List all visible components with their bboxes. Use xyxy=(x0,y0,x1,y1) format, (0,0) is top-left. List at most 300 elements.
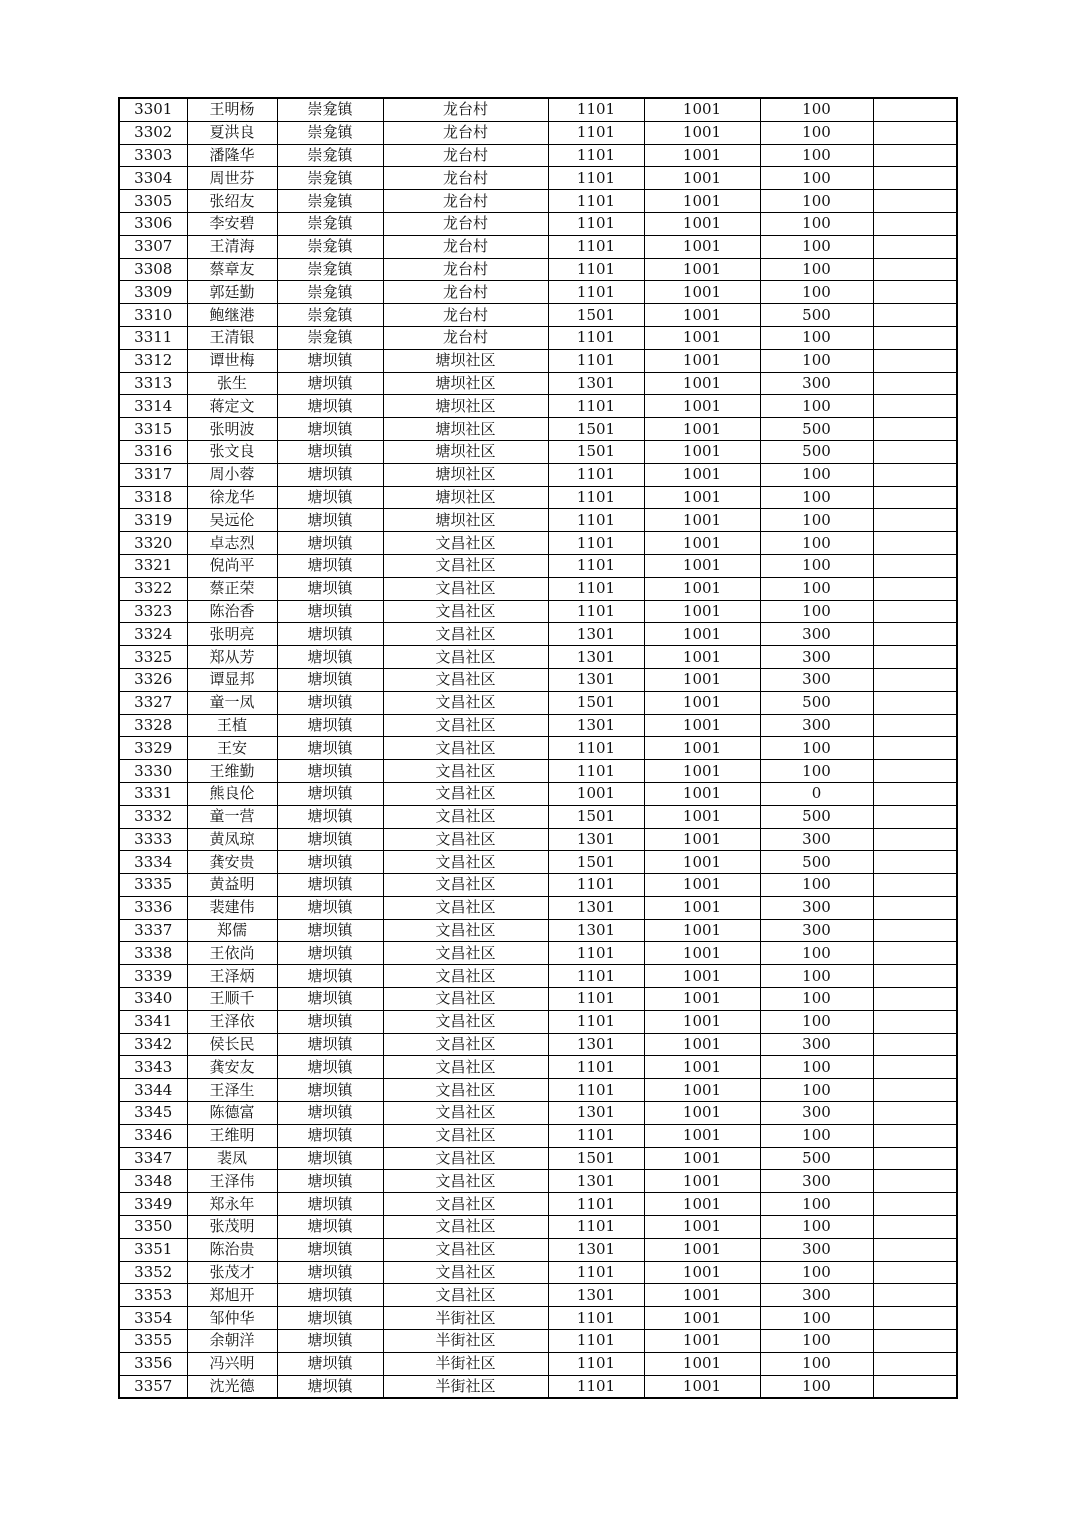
cell-name: 王泽炳 xyxy=(187,965,277,988)
cell-name: 邹仲华 xyxy=(187,1307,277,1330)
table-row xyxy=(119,395,957,418)
cell-remark xyxy=(873,1352,957,1375)
cell-name: 沈光德 xyxy=(187,1375,277,1398)
cell-code-b: 1001 xyxy=(644,190,760,213)
cell-town: 塘坝镇 xyxy=(277,646,383,669)
cell-village: 塘坝社区 xyxy=(383,372,548,395)
table-row xyxy=(119,760,957,783)
cell-amount: 100 xyxy=(760,509,873,532)
cell-code-a: 1101 xyxy=(548,281,644,304)
table-row xyxy=(119,1284,957,1307)
cell-amount: 100 xyxy=(760,874,873,897)
cell-remark xyxy=(873,144,957,167)
cell-remark xyxy=(873,304,957,327)
cell-village: 文昌社区 xyxy=(383,942,548,965)
cell-remark xyxy=(873,646,957,669)
cell-serial-number: 3309 xyxy=(119,281,187,304)
cell-code-a: 1101 xyxy=(548,395,644,418)
cell-serial-number: 3301 xyxy=(119,98,187,121)
table-row xyxy=(119,805,957,828)
cell-town: 塘坝镇 xyxy=(277,1079,383,1102)
cell-name: 郑儒 xyxy=(187,919,277,942)
cell-serial-number: 3323 xyxy=(119,600,187,623)
cell-remark xyxy=(873,623,957,646)
cell-serial-number: 3310 xyxy=(119,304,187,327)
cell-remark xyxy=(873,121,957,144)
cell-town: 塘坝镇 xyxy=(277,874,383,897)
cell-serial-number: 3307 xyxy=(119,235,187,258)
cell-amount: 100 xyxy=(760,1010,873,1033)
table-row xyxy=(119,1193,957,1216)
cell-town: 塘坝镇 xyxy=(277,532,383,555)
cell-name: 王清海 xyxy=(187,235,277,258)
cell-code-b: 1001 xyxy=(644,942,760,965)
cell-amount: 100 xyxy=(760,190,873,213)
table-row xyxy=(119,418,957,441)
cell-village: 龙台村 xyxy=(383,326,548,349)
cell-remark xyxy=(873,1193,957,1216)
cell-serial-number: 3338 xyxy=(119,942,187,965)
cell-code-a: 1101 xyxy=(548,737,644,760)
cell-code-b: 1001 xyxy=(644,1375,760,1398)
cell-code-a: 1101 xyxy=(548,988,644,1011)
table-row xyxy=(119,326,957,349)
cell-code-b: 1001 xyxy=(644,1079,760,1102)
cell-remark xyxy=(873,1216,957,1239)
cell-village: 文昌社区 xyxy=(383,760,548,783)
cell-name: 王清银 xyxy=(187,326,277,349)
table-row xyxy=(119,646,957,669)
cell-name: 张明亮 xyxy=(187,623,277,646)
table-row xyxy=(119,486,957,509)
cell-amount: 100 xyxy=(760,144,873,167)
cell-name: 倪尚平 xyxy=(187,554,277,577)
cell-remark xyxy=(873,326,957,349)
cell-amount: 100 xyxy=(760,1124,873,1147)
cell-amount: 500 xyxy=(760,1147,873,1170)
cell-amount: 100 xyxy=(760,235,873,258)
cell-code-b: 1001 xyxy=(644,782,760,805)
table-row xyxy=(119,965,957,988)
cell-code-b: 1001 xyxy=(644,532,760,555)
cell-name: 王顺千 xyxy=(187,988,277,1011)
cell-serial-number: 3330 xyxy=(119,760,187,783)
cell-code-a: 1301 xyxy=(548,1170,644,1193)
cell-name: 蔡章友 xyxy=(187,258,277,281)
cell-town: 崇龛镇 xyxy=(277,304,383,327)
cell-code-a: 1101 xyxy=(548,965,644,988)
cell-code-b: 1001 xyxy=(644,691,760,714)
cell-town: 崇龛镇 xyxy=(277,190,383,213)
cell-serial-number: 3304 xyxy=(119,167,187,190)
cell-serial-number: 3329 xyxy=(119,737,187,760)
cell-serial-number: 3313 xyxy=(119,372,187,395)
cell-village: 龙台村 xyxy=(383,167,548,190)
cell-amount: 100 xyxy=(760,349,873,372)
table-row xyxy=(119,1261,957,1284)
cell-town: 塘坝镇 xyxy=(277,1352,383,1375)
cell-code-a: 1101 xyxy=(548,1124,644,1147)
cell-code-a: 1101 xyxy=(548,1330,644,1353)
cell-code-a: 1101 xyxy=(548,349,644,372)
table-row xyxy=(119,828,957,851)
cell-code-b: 1001 xyxy=(644,737,760,760)
cell-serial-number: 3333 xyxy=(119,828,187,851)
cell-village: 龙台村 xyxy=(383,281,548,304)
table-row xyxy=(119,144,957,167)
cell-amount: 300 xyxy=(760,1238,873,1261)
cell-code-b: 1001 xyxy=(644,1216,760,1239)
table-row xyxy=(119,1307,957,1330)
cell-code-a: 1101 xyxy=(548,463,644,486)
cell-remark xyxy=(873,1102,957,1125)
cell-town: 塘坝镇 xyxy=(277,760,383,783)
cell-remark xyxy=(873,1056,957,1079)
cell-amount: 500 xyxy=(760,691,873,714)
cell-village: 文昌社区 xyxy=(383,1238,548,1261)
table-row xyxy=(119,554,957,577)
cell-town: 塘坝镇 xyxy=(277,600,383,623)
cell-amount: 500 xyxy=(760,304,873,327)
cell-serial-number: 3357 xyxy=(119,1375,187,1398)
cell-village: 塘坝社区 xyxy=(383,395,548,418)
cell-amount: 300 xyxy=(760,668,873,691)
cell-remark xyxy=(873,1307,957,1330)
cell-code-b: 1001 xyxy=(644,1238,760,1261)
cell-name: 王明杨 xyxy=(187,98,277,121)
cell-amount: 100 xyxy=(760,167,873,190)
cell-serial-number: 3317 xyxy=(119,463,187,486)
cell-serial-number: 3306 xyxy=(119,212,187,235)
cell-code-a: 1101 xyxy=(548,190,644,213)
cell-village: 文昌社区 xyxy=(383,896,548,919)
table-row xyxy=(119,1352,957,1375)
cell-village: 龙台村 xyxy=(383,190,548,213)
cell-remark xyxy=(873,874,957,897)
cell-village: 塘坝社区 xyxy=(383,486,548,509)
cell-amount: 300 xyxy=(760,1284,873,1307)
cell-village: 龙台村 xyxy=(383,212,548,235)
cell-code-a: 1101 xyxy=(548,258,644,281)
cell-serial-number: 3318 xyxy=(119,486,187,509)
table-row xyxy=(119,714,957,737)
table-row xyxy=(119,1375,957,1398)
cell-amount: 100 xyxy=(760,532,873,555)
cell-village: 文昌社区 xyxy=(383,554,548,577)
cell-serial-number: 3334 xyxy=(119,851,187,874)
cell-code-b: 1001 xyxy=(644,874,760,897)
cell-remark xyxy=(873,1284,957,1307)
cell-name: 张生 xyxy=(187,372,277,395)
cell-code-a: 1301 xyxy=(548,1238,644,1261)
cell-town: 塘坝镇 xyxy=(277,418,383,441)
cell-remark xyxy=(873,395,957,418)
cell-village: 文昌社区 xyxy=(383,668,548,691)
cell-village: 文昌社区 xyxy=(383,1010,548,1033)
cell-village: 文昌社区 xyxy=(383,1216,548,1239)
cell-village: 文昌社区 xyxy=(383,1170,548,1193)
cell-remark xyxy=(873,235,957,258)
cell-remark xyxy=(873,509,957,532)
cell-remark xyxy=(873,258,957,281)
cell-amount: 100 xyxy=(760,1261,873,1284)
cell-amount: 300 xyxy=(760,623,873,646)
cell-code-a: 1301 xyxy=(548,668,644,691)
cell-amount: 0 xyxy=(760,782,873,805)
table-row xyxy=(119,212,957,235)
cell-serial-number: 3327 xyxy=(119,691,187,714)
cell-remark xyxy=(873,190,957,213)
cell-village: 龙台村 xyxy=(383,121,548,144)
cell-remark xyxy=(873,577,957,600)
cell-village: 文昌社区 xyxy=(383,1056,548,1079)
cell-amount: 100 xyxy=(760,395,873,418)
cell-code-b: 1001 xyxy=(644,1307,760,1330)
cell-village: 文昌社区 xyxy=(383,1193,548,1216)
cell-serial-number: 3337 xyxy=(119,919,187,942)
cell-name: 张文良 xyxy=(187,440,277,463)
cell-village: 文昌社区 xyxy=(383,1033,548,1056)
cell-code-a: 1101 xyxy=(548,167,644,190)
cell-name: 张明波 xyxy=(187,418,277,441)
cell-serial-number: 3314 xyxy=(119,395,187,418)
cell-town: 塘坝镇 xyxy=(277,463,383,486)
cell-serial-number: 3351 xyxy=(119,1238,187,1261)
cell-amount: 500 xyxy=(760,440,873,463)
cell-village: 文昌社区 xyxy=(383,1147,548,1170)
cell-code-a: 1501 xyxy=(548,691,644,714)
cell-remark xyxy=(873,828,957,851)
cell-code-b: 1001 xyxy=(644,304,760,327)
cell-code-b: 1001 xyxy=(644,1033,760,1056)
cell-remark xyxy=(873,1010,957,1033)
cell-name: 王依尚 xyxy=(187,942,277,965)
cell-serial-number: 3321 xyxy=(119,554,187,577)
cell-village: 半街社区 xyxy=(383,1352,548,1375)
cell-village: 文昌社区 xyxy=(383,782,548,805)
cell-town: 塘坝镇 xyxy=(277,349,383,372)
cell-town: 塘坝镇 xyxy=(277,919,383,942)
cell-code-b: 1001 xyxy=(644,258,760,281)
cell-village: 龙台村 xyxy=(383,258,548,281)
table-row xyxy=(119,98,957,121)
cell-name: 余朝洋 xyxy=(187,1330,277,1353)
cell-name: 张茂才 xyxy=(187,1261,277,1284)
cell-remark xyxy=(873,532,957,555)
cell-remark xyxy=(873,691,957,714)
cell-town: 崇龛镇 xyxy=(277,258,383,281)
cell-serial-number: 3316 xyxy=(119,440,187,463)
cell-serial-number: 3303 xyxy=(119,144,187,167)
cell-code-b: 1001 xyxy=(644,372,760,395)
cell-town: 塘坝镇 xyxy=(277,1056,383,1079)
cell-code-a: 1101 xyxy=(548,600,644,623)
cell-remark xyxy=(873,554,957,577)
table-row xyxy=(119,896,957,919)
cell-amount: 100 xyxy=(760,98,873,121)
cell-code-b: 1001 xyxy=(644,1124,760,1147)
table-row xyxy=(119,349,957,372)
cell-village: 文昌社区 xyxy=(383,1284,548,1307)
cell-town: 塘坝镇 xyxy=(277,714,383,737)
cell-name: 潘隆华 xyxy=(187,144,277,167)
cell-code-b: 1001 xyxy=(644,235,760,258)
cell-remark xyxy=(873,418,957,441)
cell-code-b: 1001 xyxy=(644,395,760,418)
cell-remark xyxy=(873,668,957,691)
cell-name: 李安碧 xyxy=(187,212,277,235)
cell-code-a: 1101 xyxy=(548,1010,644,1033)
cell-code-b: 1001 xyxy=(644,326,760,349)
cell-code-b: 1001 xyxy=(644,212,760,235)
cell-code-a: 1501 xyxy=(548,851,644,874)
cell-town: 塘坝镇 xyxy=(277,1330,383,1353)
cell-village: 文昌社区 xyxy=(383,737,548,760)
cell-code-a: 1101 xyxy=(548,509,644,532)
cell-code-a: 1101 xyxy=(548,1307,644,1330)
cell-village: 文昌社区 xyxy=(383,965,548,988)
table-row xyxy=(119,668,957,691)
cell-village: 塘坝社区 xyxy=(383,463,548,486)
cell-amount: 300 xyxy=(760,828,873,851)
cell-code-b: 1001 xyxy=(644,919,760,942)
cell-code-a: 1501 xyxy=(548,440,644,463)
cell-amount: 100 xyxy=(760,1216,873,1239)
cell-code-a: 1101 xyxy=(548,1216,644,1239)
cell-code-a: 1101 xyxy=(548,212,644,235)
cell-serial-number: 3308 xyxy=(119,258,187,281)
cell-remark xyxy=(873,349,957,372)
cell-name: 龚安友 xyxy=(187,1056,277,1079)
cell-remark xyxy=(873,212,957,235)
cell-code-a: 1301 xyxy=(548,372,644,395)
cell-code-a: 1301 xyxy=(548,896,644,919)
cell-name: 陈德富 xyxy=(187,1102,277,1125)
cell-town: 崇龛镇 xyxy=(277,281,383,304)
cell-amount: 100 xyxy=(760,281,873,304)
cell-name: 卓志烈 xyxy=(187,532,277,555)
cell-serial-number: 3328 xyxy=(119,714,187,737)
table-row xyxy=(119,372,957,395)
cell-name: 王维勤 xyxy=(187,760,277,783)
cell-town: 崇龛镇 xyxy=(277,235,383,258)
cell-village: 半街社区 xyxy=(383,1330,548,1353)
cell-village: 文昌社区 xyxy=(383,828,548,851)
table-row xyxy=(119,1216,957,1239)
cell-name: 裴建伟 xyxy=(187,896,277,919)
cell-remark xyxy=(873,737,957,760)
cell-serial-number: 3326 xyxy=(119,668,187,691)
table-row xyxy=(119,691,957,714)
cell-town: 塘坝镇 xyxy=(277,805,383,828)
cell-code-a: 1101 xyxy=(548,121,644,144)
cell-name: 徐龙华 xyxy=(187,486,277,509)
cell-village: 龙台村 xyxy=(383,98,548,121)
table-row xyxy=(119,1330,957,1353)
cell-serial-number: 3302 xyxy=(119,121,187,144)
cell-code-a: 1101 xyxy=(548,486,644,509)
cell-town: 塘坝镇 xyxy=(277,942,383,965)
cell-amount: 300 xyxy=(760,896,873,919)
cell-amount: 100 xyxy=(760,988,873,1011)
cell-code-a: 1301 xyxy=(548,646,644,669)
cell-town: 塘坝镇 xyxy=(277,1170,383,1193)
cell-remark xyxy=(873,1238,957,1261)
table-row xyxy=(119,1238,957,1261)
table-row xyxy=(119,988,957,1011)
cell-village: 文昌社区 xyxy=(383,532,548,555)
cell-village: 文昌社区 xyxy=(383,1261,548,1284)
cell-code-a: 1001 xyxy=(548,782,644,805)
cell-amount: 300 xyxy=(760,1102,873,1125)
cell-serial-number: 3347 xyxy=(119,1147,187,1170)
cell-town: 崇龛镇 xyxy=(277,326,383,349)
cell-town: 塘坝镇 xyxy=(277,623,383,646)
table-row xyxy=(119,623,957,646)
cell-code-a: 1101 xyxy=(548,1261,644,1284)
cell-remark xyxy=(873,1170,957,1193)
table-row xyxy=(119,577,957,600)
cell-village: 文昌社区 xyxy=(383,646,548,669)
cell-serial-number: 3324 xyxy=(119,623,187,646)
cell-amount: 100 xyxy=(760,1079,873,1102)
cell-code-a: 1501 xyxy=(548,418,644,441)
cell-code-a: 1101 xyxy=(548,144,644,167)
cell-code-b: 1001 xyxy=(644,851,760,874)
cell-village: 塘坝社区 xyxy=(383,418,548,441)
cell-amount: 500 xyxy=(760,805,873,828)
table-row xyxy=(119,1010,957,1033)
cell-village: 文昌社区 xyxy=(383,1124,548,1147)
cell-code-b: 1001 xyxy=(644,440,760,463)
cell-village: 文昌社区 xyxy=(383,919,548,942)
cell-code-a: 1301 xyxy=(548,714,644,737)
cell-amount: 100 xyxy=(760,577,873,600)
cell-village: 半街社区 xyxy=(383,1307,548,1330)
cell-code-b: 1001 xyxy=(644,1170,760,1193)
cell-serial-number: 3353 xyxy=(119,1284,187,1307)
cell-serial-number: 3344 xyxy=(119,1079,187,1102)
cell-code-b: 1001 xyxy=(644,577,760,600)
cell-town: 塘坝镇 xyxy=(277,554,383,577)
cell-village: 文昌社区 xyxy=(383,691,548,714)
cell-town: 塘坝镇 xyxy=(277,1284,383,1307)
cell-remark xyxy=(873,1330,957,1353)
cell-village: 龙台村 xyxy=(383,144,548,167)
cell-serial-number: 3331 xyxy=(119,782,187,805)
cell-name: 王泽生 xyxy=(187,1079,277,1102)
cell-name: 谭世梅 xyxy=(187,349,277,372)
cell-code-b: 1001 xyxy=(644,509,760,532)
cell-name: 王植 xyxy=(187,714,277,737)
table-row xyxy=(119,281,957,304)
cell-village: 塘坝社区 xyxy=(383,440,548,463)
cell-remark xyxy=(873,1079,957,1102)
cell-name: 裴凤 xyxy=(187,1147,277,1170)
cell-code-a: 1301 xyxy=(548,1033,644,1056)
cell-town: 塘坝镇 xyxy=(277,1193,383,1216)
cell-remark xyxy=(873,98,957,121)
cell-code-b: 1001 xyxy=(644,1147,760,1170)
cell-amount: 100 xyxy=(760,463,873,486)
cell-town: 塘坝镇 xyxy=(277,395,383,418)
cell-town: 塘坝镇 xyxy=(277,509,383,532)
cell-village: 龙台村 xyxy=(383,235,548,258)
cell-code-a: 1101 xyxy=(548,532,644,555)
table-row xyxy=(119,258,957,281)
cell-code-a: 1101 xyxy=(548,577,644,600)
cell-amount: 100 xyxy=(760,212,873,235)
